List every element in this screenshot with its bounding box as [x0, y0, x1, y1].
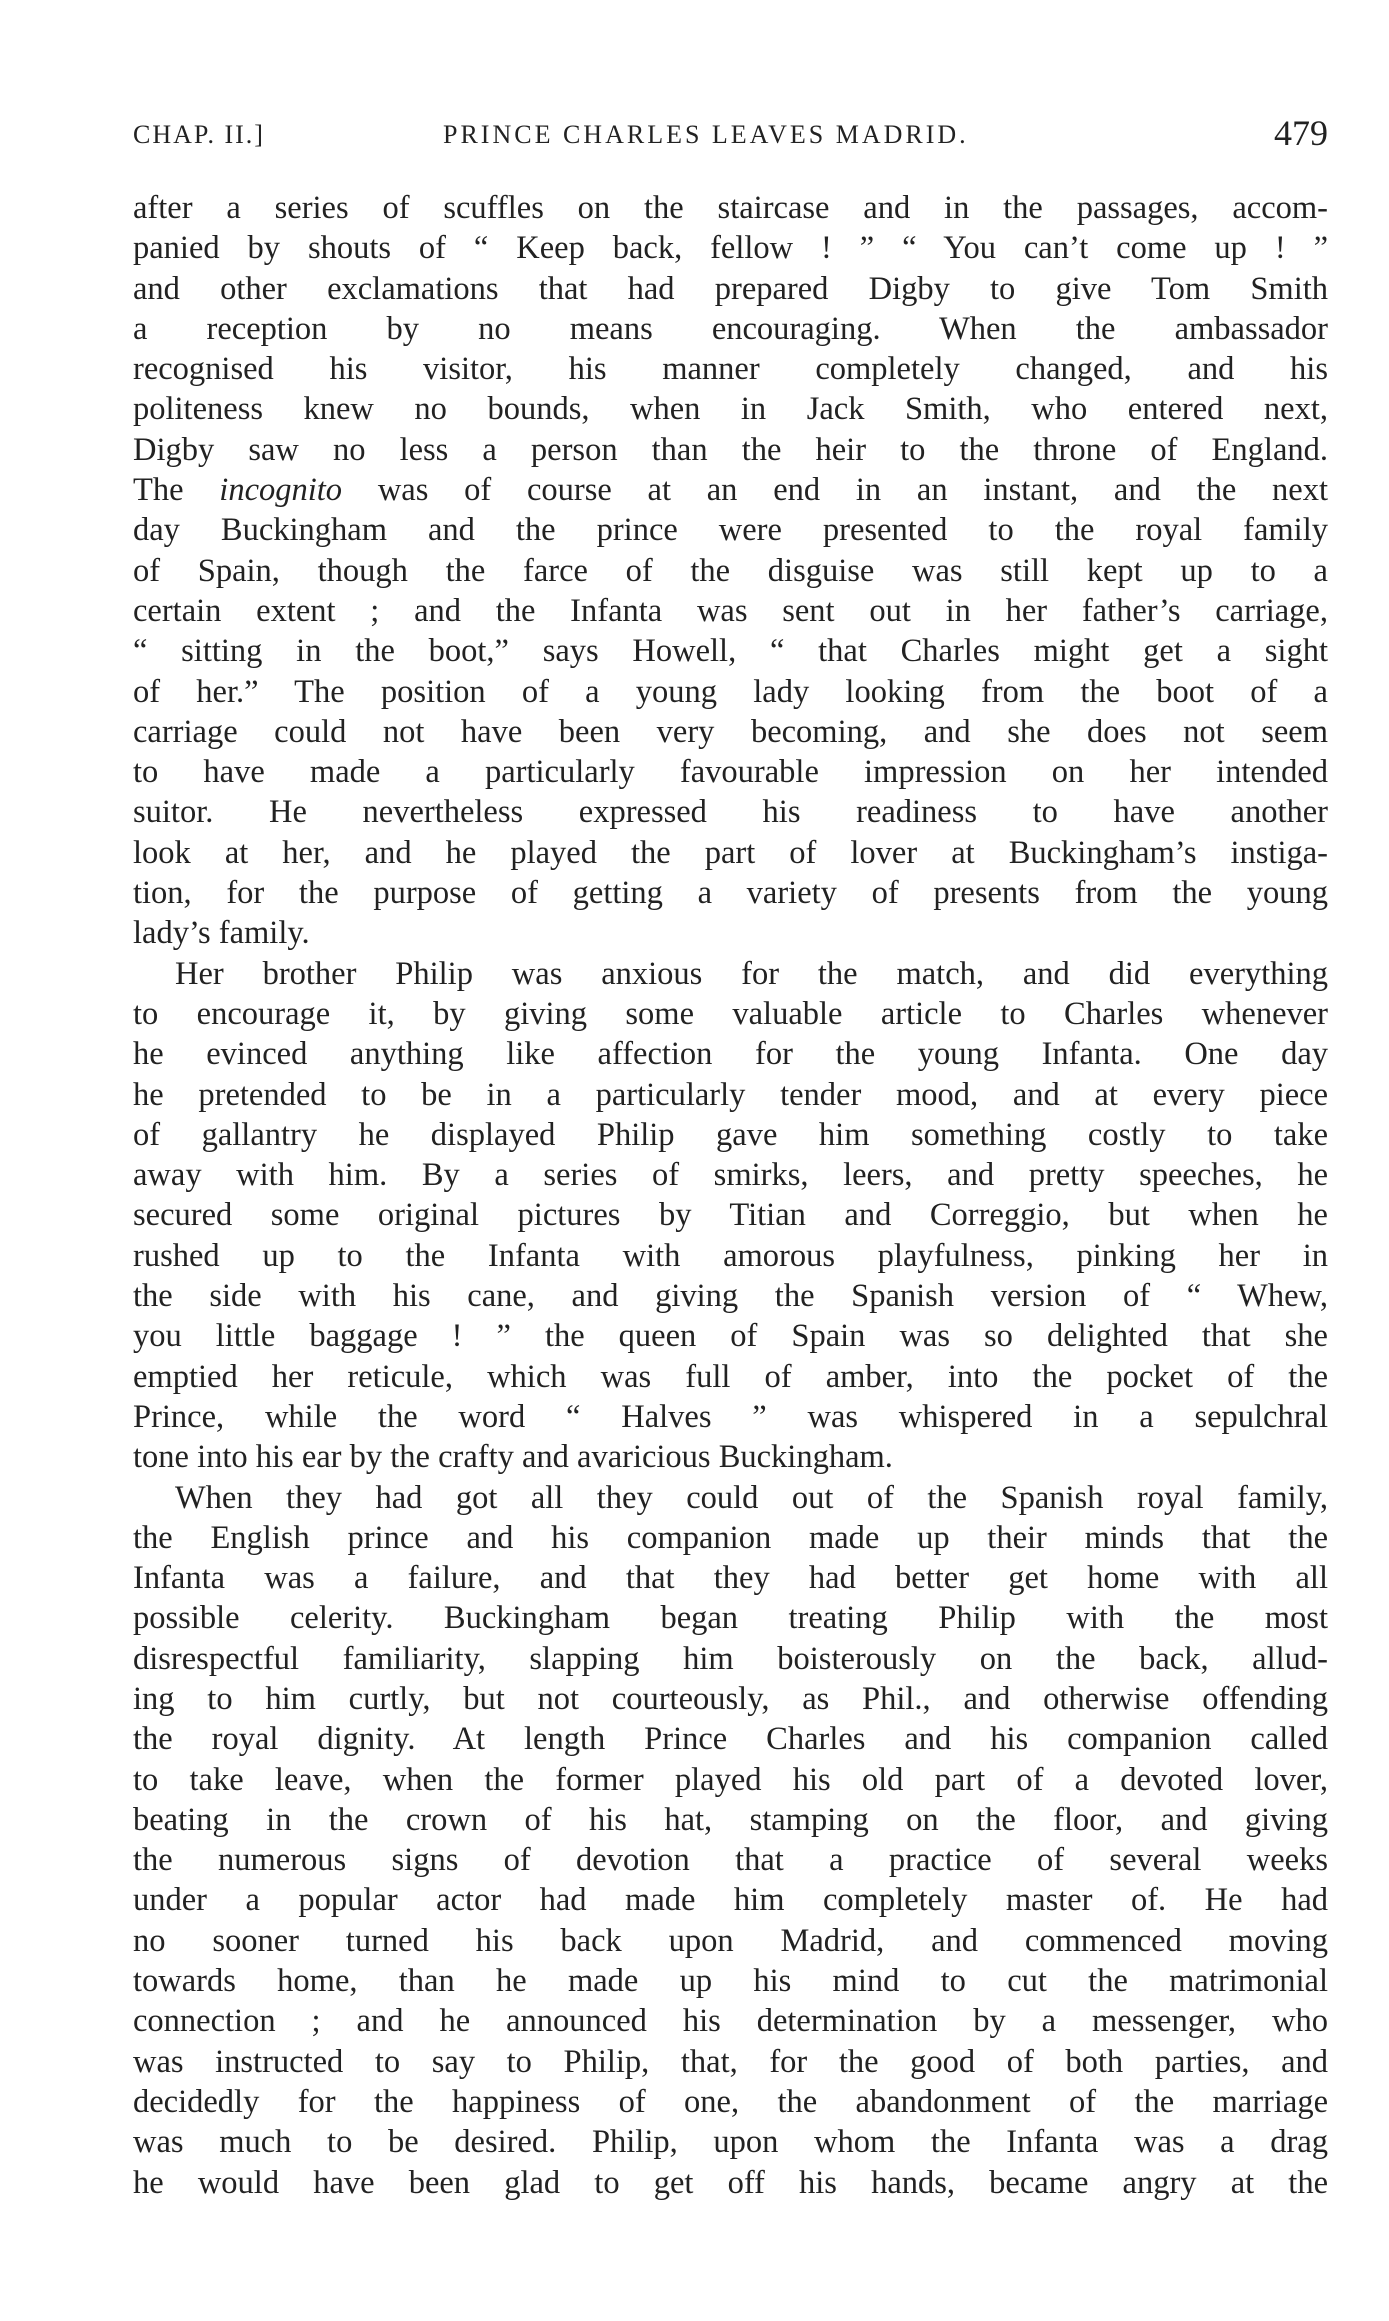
text-line: Prince, while the word “ Halves ” was whispered in a sepulchral: [133, 1398, 1328, 1435]
text-line: of Spain, though the farce of the disguise was still kept up to a: [133, 552, 1328, 589]
text-line: was instructed to say to Philip, that, for the good of both parties, and: [133, 2043, 1328, 2080]
text-line: of gallantry he displayed Philip gave him something costly to take: [133, 1116, 1328, 1153]
text-line: rushed up to the Infanta with amorous playfulness, pinking her in: [133, 1237, 1328, 1274]
text-line: towards home, than he made up his mind to cut the matrimonial: [133, 1963, 1328, 2000]
text-line: Her brother Philip was anxious for the match, and did everything: [175, 955, 1328, 992]
text-line: he would have been glad to get off his hands, became angry at the: [133, 2164, 1328, 2201]
text-line: “ sitting in the boot,” says Howell, “ that Charles might get a sight: [133, 633, 1328, 670]
text-line: connection ; and he announced his determination by a messenger, who: [133, 2003, 1328, 2040]
text-line: you little baggage ! ” the queen of Spain was so delighted that she: [133, 1318, 1328, 1355]
text-line: look at her, and he played the part of lover at Buckingham’s instiga-: [133, 834, 1328, 871]
text-line: the English prince and his companion made up their minds that the: [133, 1519, 1328, 1556]
text-line: the numerous signs of devotion that a practice of several weeks: [133, 1842, 1328, 1879]
text-segment: was of course at an end in an instant, and the next: [377, 472, 1329, 509]
text-line: of her.” The position of a young lady looking from the boot of a: [133, 673, 1328, 710]
text-line: no sooner turned his back upon Madrid, and commenced moving: [133, 1922, 1328, 1959]
text-line: was much to be desired. Philip, upon whom the Infanta was a drag: [133, 2124, 1328, 2161]
text-line: to take leave, when the former played his old part of a devoted lover,: [133, 1761, 1328, 1798]
text-line: carriage could not have been very becoming, and she does not seem: [133, 713, 1328, 750]
text-line: Digby saw no less a person than the heir to the throne of England.: [133, 431, 1328, 468]
text-line: under a popular actor had made him completely master of. He had: [133, 1882, 1328, 1919]
text-line: a reception by no means encouraging. When the ambassador: [133, 310, 1328, 347]
text-segment: The: [133, 472, 184, 509]
text-line: [133, 470, 1328, 510]
text-line: and other exclamations that had prepared Digby to give Tom Smith: [133, 270, 1328, 307]
italic-word: incognito: [219, 472, 343, 509]
text-line: lady’s family.: [133, 915, 310, 952]
text-line: suitor. He nevertheless expressed his readiness to have another: [133, 794, 1328, 831]
text-line: tion, for the purpose of getting a variety of presents from the young: [133, 875, 1328, 912]
text-line: Infanta was a failure, and that they had better get home with all: [133, 1560, 1328, 1597]
text-line: the royal dignity. At length Prince Charles and his companion called: [133, 1721, 1328, 1758]
text-line: disrespectful familiarity, slapping him boisterously on the back, allud-: [133, 1640, 1328, 1677]
text-line: decidedly for the happiness of one, the abandonment of the marriage: [133, 2083, 1328, 2120]
text-line: possible celerity. Buckingham began treating Philip with the most: [133, 1600, 1328, 1637]
page-number: 479: [1274, 113, 1328, 153]
text-line: certain extent ; and the Infanta was sent out in her father’s carriage,: [133, 592, 1328, 629]
text-line: he pretended to be in a particularly tender mood, and at every piece: [133, 1076, 1328, 1113]
text-line: he evinced anything like affection for the young Infanta. One day: [133, 1036, 1328, 1073]
text-line: away with him. By a series of smirks, leers, and pretty speeches, he: [133, 1157, 1328, 1194]
text-line: to have made a particularly favourable impression on her intended: [133, 754, 1328, 791]
text-line: the side with his cane, and giving the Spanish version of “ Whew,: [133, 1278, 1328, 1315]
text-line: beating in the crown of his hat, stamping on the floor, and giving: [133, 1801, 1328, 1838]
text-line: recognised his visitor, his manner completely changed, and his: [133, 351, 1328, 388]
running-title: PRINCE CHARLES LEAVES MADRID.: [443, 120, 969, 149]
text-line: When they had got all they could out of the Spanish royal family,: [175, 1479, 1328, 1516]
text-line: ing to him curtly, but not courteously, as Phil., and otherwise offending: [133, 1680, 1328, 1717]
text-line: emptied her reticule, which was full of amber, into the pocket of the: [133, 1358, 1328, 1395]
body-text: [133, 188, 1328, 2203]
text-line: day Buckingham and the prince were presented to the royal family: [133, 512, 1328, 549]
text-line: politeness knew no bounds, when in Jack Smith, who entered next,: [133, 391, 1328, 428]
chapter-label: CHAP. II.]: [133, 120, 265, 149]
text-line: panied by shouts of “ Keep back, fellow ! ” “ You can’t come up ! ”: [133, 230, 1328, 267]
text-line: to encourage it, by giving some valuable article to Charles whenever: [133, 995, 1328, 1032]
text-line: secured some original pictures by Titian and Correggio, but when he: [133, 1197, 1328, 1234]
text-line: tone into his ear by the crafty and avaricious Buckingham.: [133, 1439, 893, 1476]
running-head: [133, 112, 1328, 164]
text-line: after a series of scuffles on the staircase and in the passages, accom-: [133, 190, 1328, 226]
